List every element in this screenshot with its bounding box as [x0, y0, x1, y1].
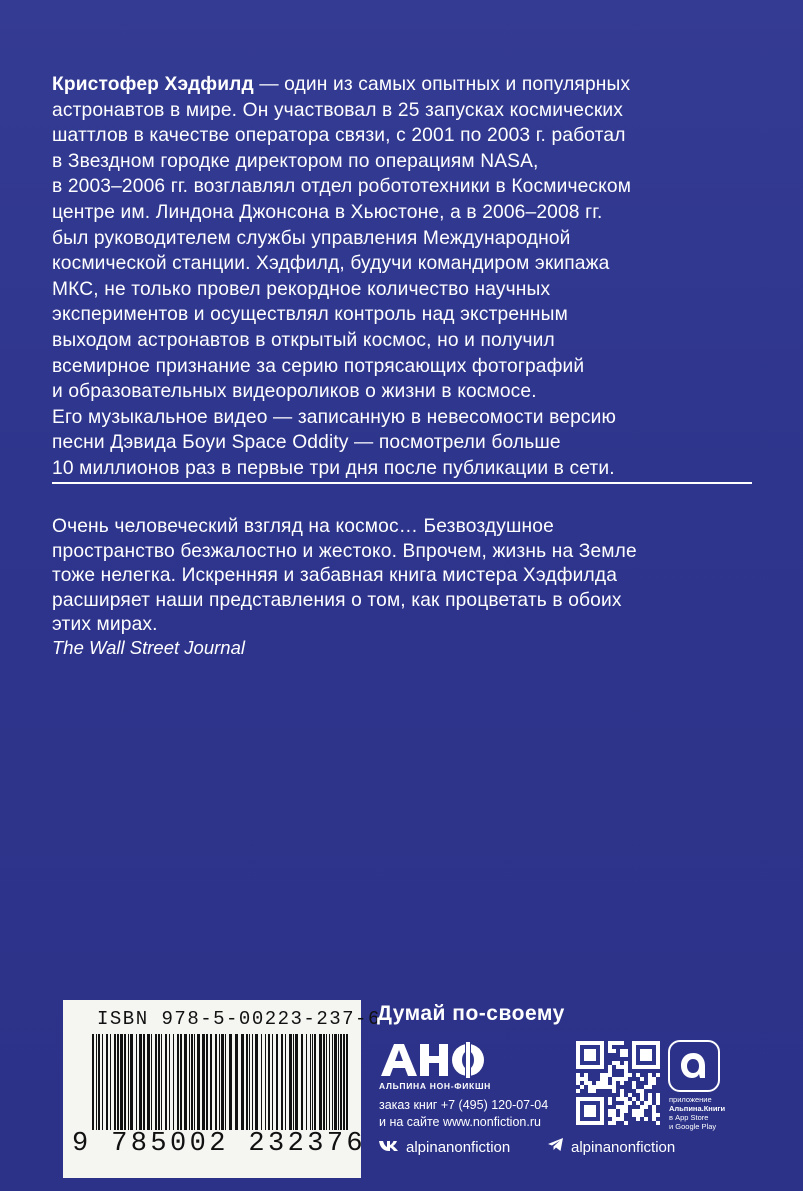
quote-line: расширяет наши представления о том, как процветать в обоих	[52, 589, 622, 611]
bio-line: шаттлов в качестве оператора связи, с 2001 по 2003 г. работал	[52, 125, 626, 147]
bio-line: космической станции. Хэдфилд, будучи командиром экипажа	[52, 253, 610, 275]
quote-line: Очень человеческий взгляд на космос… Безвоздушное	[52, 516, 554, 537]
anf-logo-icon	[379, 1042, 487, 1078]
quote-line: этих мирах.	[52, 614, 158, 635]
quote-source: The Wall Street Journal	[52, 637, 245, 658]
vk-icon	[379, 1138, 399, 1156]
app-line: и Google Play	[669, 1122, 717, 1131]
bio-line: Его музыкальное видео — записанную в невесомости версию	[52, 406, 617, 428]
bio-line: в Звездном городке директором по операциям NASA,	[52, 150, 539, 172]
app-store-info	[669, 1095, 725, 1131]
alpina-app-icon	[668, 1040, 720, 1092]
app-line: в App Store	[669, 1113, 709, 1122]
bio-line: и образовательных видеороликов о жизни в космосе.	[52, 381, 537, 403]
vk-handle: alpinanonfiction	[406, 1138, 511, 1156]
section-divider	[52, 482, 752, 484]
bio-line: экспериментов и осуществлял контроль над экстренным	[52, 304, 568, 326]
publisher-slogan: Думай по-своему	[377, 1002, 565, 1025]
telegram-handle: alpinanonfiction	[571, 1138, 676, 1156]
author-name: Кристофер Хэдфилд	[52, 74, 254, 95]
bio-line: центре им. Линдона Джонсона в Хьюстоне, а в 2006–2008 гг.	[52, 201, 603, 223]
order-site: и на сайте www.nonfiction.ru	[379, 1115, 541, 1129]
bio-line: песни Дэвида Боуи Space Oddity — посмотрели больше	[52, 432, 561, 454]
vk-link[interactable]	[379, 1138, 510, 1156]
order-info	[379, 1097, 548, 1131]
bio-line: 10 миллионов раз в первые три дня после публикации в сети.	[52, 457, 615, 479]
order-phone: заказ книг +7 (495) 120-07-04	[379, 1098, 549, 1112]
qr-code-icon	[576, 1041, 660, 1125]
bio-line: в 2003–2006 гг. возглавлял отдел робототехники в Космическом	[52, 176, 632, 198]
author-bio	[52, 72, 752, 482]
quote-line: тоже нелегка. Искренняя и забавная книга мистера Хэдфилда	[52, 565, 618, 586]
app-line: приложение	[669, 1095, 712, 1104]
publisher-name: АЛЬПИНА НОН-ФИКШН	[379, 1081, 492, 1091]
barcode-bars	[92, 1034, 352, 1130]
telegram-icon	[548, 1138, 564, 1156]
bio-line: выходом астронавтов в открытый космос, но и получил	[52, 329, 555, 351]
alpina-a-icon	[670, 1042, 717, 1089]
review-quote	[52, 515, 752, 638]
ean-digits: 9 785002 232376	[72, 1129, 367, 1159]
isbn-text: ISBN 978-5-00223-237-6	[97, 1008, 381, 1030]
bio-line: — один из самых опытных и популярных	[253, 74, 631, 95]
telegram-link[interactable]	[548, 1138, 675, 1156]
app-name: Альпина.Книги	[669, 1104, 726, 1113]
bio-line: астронавтов в мире. Он участвовал в 25 запусках космических	[52, 99, 624, 121]
bio-line: МКС, не только провел рекордное количество научных	[52, 278, 551, 300]
bio-line: был руководителем службы управления Международной	[52, 227, 571, 249]
quote-line: пространство безжалостно и жестоко. Впрочем, жизнь на Земле	[52, 540, 637, 562]
bio-line: всемирное признание за серию потрясающих фотографий	[52, 355, 585, 377]
